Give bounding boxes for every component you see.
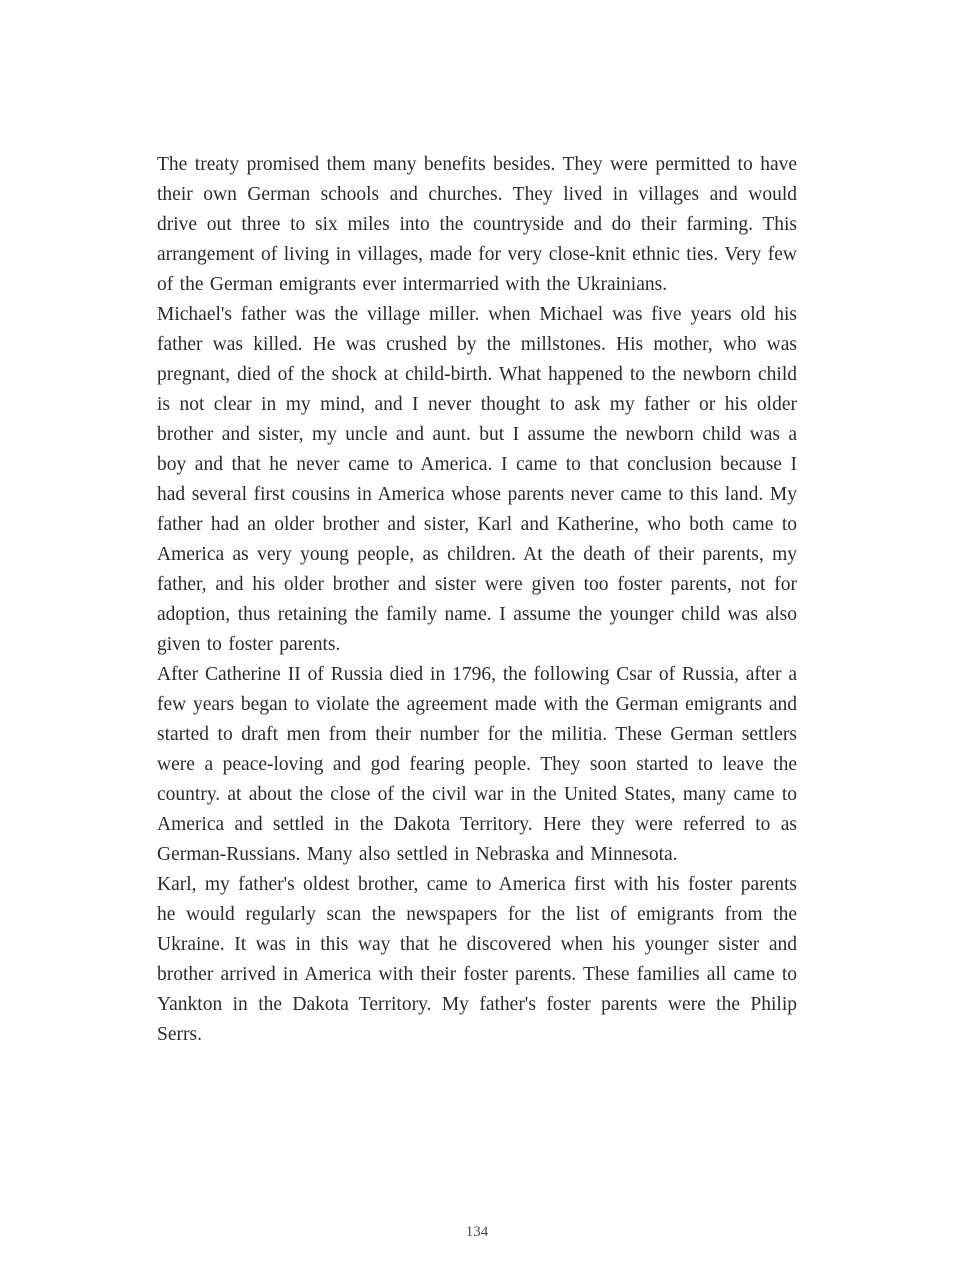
paragraph: The treaty promised them many benefits besides. They were permitted to have their own German schools and churches. They lived in villages and would drive out three to six miles into the countryside and do their farming. This arrangement of living in villages, made for very close-knit ethnic ties. Very few of the German emigrants ever intermarried with the Ukrainians.: [157, 154, 797, 295]
page-number: 134: [465, 1224, 489, 1240]
paragraph: Michael's father was the village miller. when Michael was five years old his father was killed. He was crushed by the millstones. His mother, who was pregnant, died of the shock at child-birth. What happened to the newborn child is not clear in my mind, and I never thought to ask my father or his older brother and sister, my uncle and aunt. but I assume the newborn child was a boy and that he never came to America. I came to that conclusion because I had several first cousins in America whose parents never came to this land. My father had an older brother and sister, Karl and Katherine, who both came to America as very young people, as children. At the death of their parents, my father, and his older brother and sister were given too foster parents, not for adoption, thus retaining the family name. I assume the younger child was also given to foster parents.: [157, 304, 797, 655]
paragraph: Karl, my father's oldest brother, came to America first with his foster parents he would regularly scan the newspapers for the list of emigrants from the Ukraine. It was in this way that he discovered when his younger sister and brother arrived in America with their foster parents. These families all came to Yankton in the Dakota Territory. My father's foster parents were the Philip Serrs.: [157, 874, 797, 1045]
text-block: [157, 150, 797, 1050]
paragraph: After Catherine II of Russia died in 1796, the following Csar of Russia, after a few years began to violate the agreement made with the German emigrants and started to draft men from their number for the militia. These German settlers were a peace-loving and god fearing people. They soon started to leave the country. at about the close of the civil war in the United States, many came to America and settled in the Dakota Territory. Here they were referred to as German-Russians. Many also settled in Nebraska and Minnesota.: [157, 664, 797, 865]
